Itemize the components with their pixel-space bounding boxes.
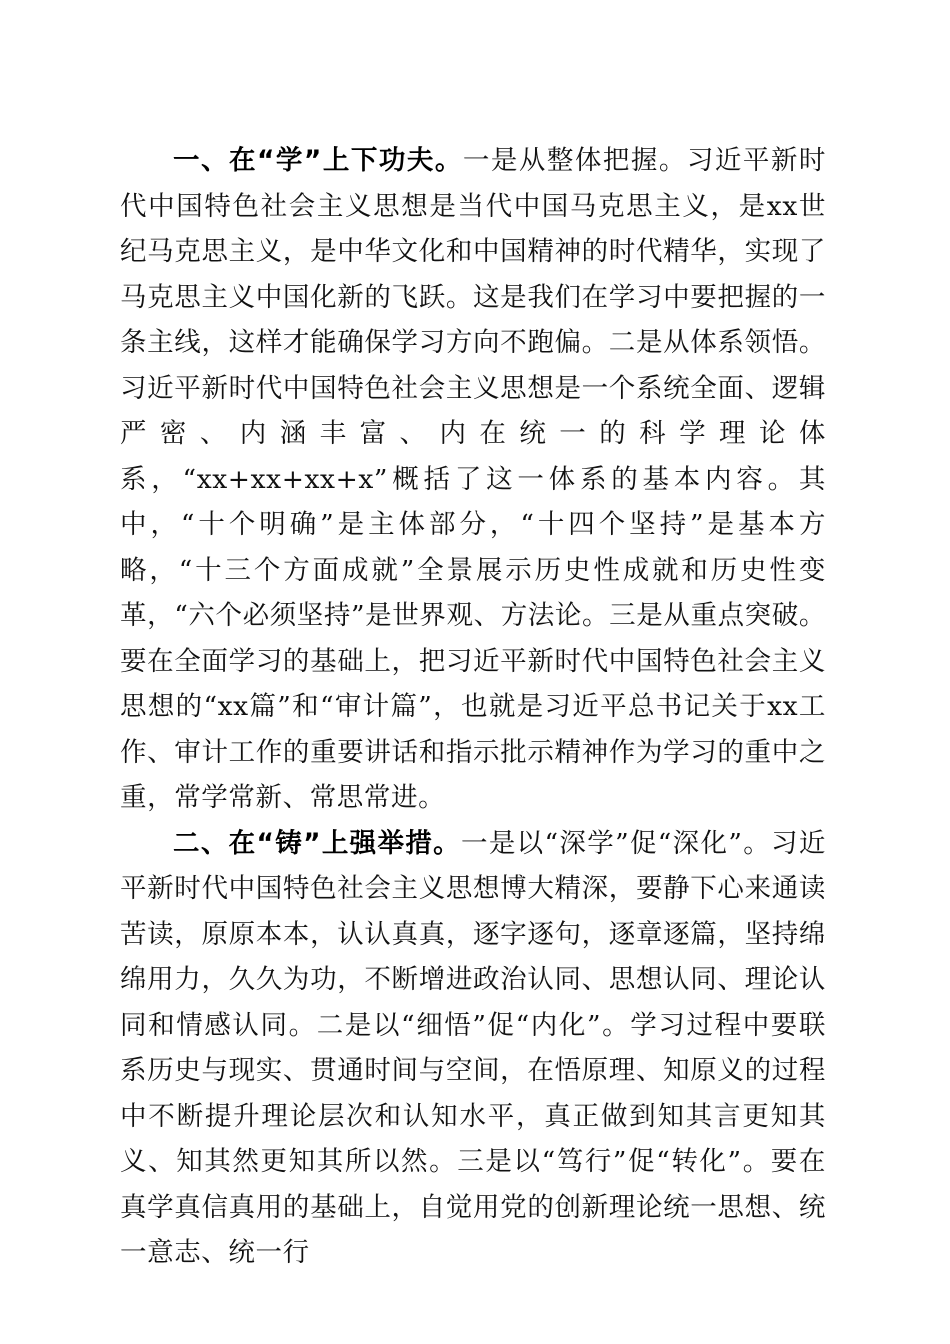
section-heading-2: 二、在“铸”上强举措。 <box>173 827 462 859</box>
paragraph-1 <box>120 138 826 821</box>
paragraph-1-text: 一是从整体把握。习近平新时代中国特色社会主义思想是当代中国马克思主义，是xx世纪马克思主义，是中华文化和中国精神的时代精华，实现了马克思主义中国化新的飞跃。这是我们在学习中要把握的一条主线，这样才能确保学习方向不跑偏。二是从体系领悟。习近平新时代中国特色社会主义思想是一个系统全面、逻辑严密、内涵丰富、内在统一的科学理论体系，“xx+xx+xx+x”概括了这一体系的基本内容。其中，“十个明确”是主体部分，“十四个坚持”是基本方略，“十三个方面成就”全景展示历史性成就和历史性变革，“六个必须坚持”是世界观、方法论。三是从重点突破。要在全面学习的基础上，把习近平新时代中国特色社会主义思想的“xx篇”和“审计篇”，也就是习近平总书记关于xx工作、审计工作的重要讲话和指示批示精神作为学习的重中之重，常学常新、常思常进。 <box>120 145 826 813</box>
document-body <box>120 138 826 1276</box>
paragraph-2 <box>120 821 826 1276</box>
paragraph-2-text: 一是以“深学”促“深化”。习近平新时代中国特色社会主义思想博大精深，要静下心来通读苦读，原原本本，认认真真，逐字逐句，逐章逐篇，坚持绵绵用力，久久为功，不断增进政治认同、思想认同、理论认同和情感认同。二是以“细悟”促“内化”。学习过程中要联系历史与现实、贯通时间与空间，在悟原理、知原义的过程中不断提升理论层次和认知水平，真正做到知其言更知其义、知其然更知其所以然。三是以“笃行”促“转化”。要在真学真信真用的基础上，自觉用党的创新理论统一思想、统一意志、统一行 <box>120 827 826 1268</box>
section-heading-1: 一、在“学”上下功夫。 <box>173 145 463 176</box>
